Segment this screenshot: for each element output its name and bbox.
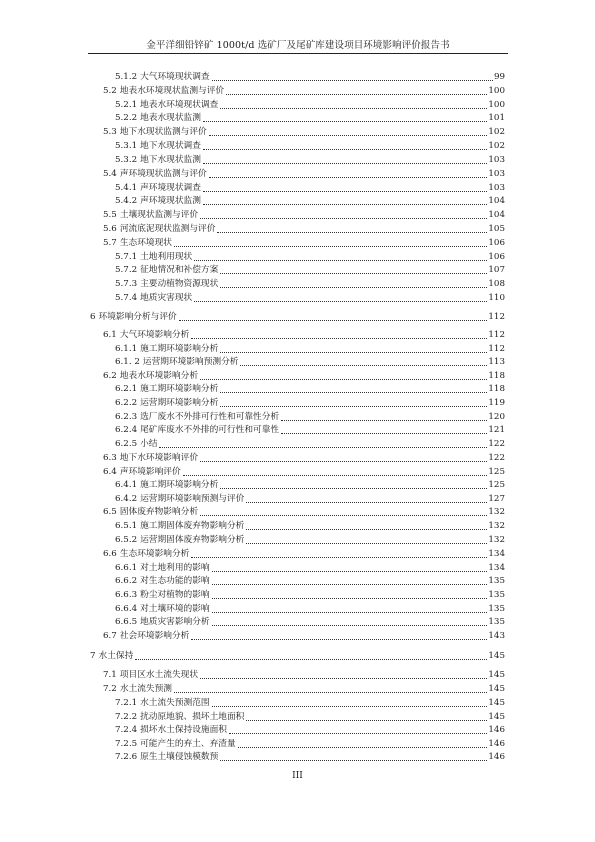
toc-number: 5.4.2 bbox=[115, 196, 138, 206]
toc-page-number: 134 bbox=[488, 549, 505, 559]
toc-entry[interactable] bbox=[103, 549, 505, 560]
dot-leader bbox=[220, 406, 487, 407]
toc-entry[interactable] bbox=[115, 384, 505, 395]
toc-page-number: 119 bbox=[488, 398, 505, 408]
toc-title: 地表水现状监测 bbox=[140, 113, 201, 123]
toc-title: 声环境现状监测与评价 bbox=[119, 169, 207, 179]
toc-title: 项目区水土流失现状 bbox=[119, 670, 199, 680]
toc-number: 7.2.2 bbox=[115, 712, 138, 722]
toc-number: 6.5.2 bbox=[115, 535, 138, 545]
toc-page-number: 100 bbox=[488, 100, 505, 110]
toc-title: 生态环境影响分析 bbox=[119, 549, 190, 559]
dot-leader bbox=[191, 338, 487, 339]
toc-page-number: 102 bbox=[488, 141, 505, 151]
toc-number: 6.2.5 bbox=[115, 439, 138, 449]
toc-title: 水土流失预测范围 bbox=[140, 698, 210, 708]
toc-entry[interactable] bbox=[115, 590, 505, 601]
toc-title: 施工期环境影响分析 bbox=[140, 344, 219, 354]
toc-title: 对生态功能的影响 bbox=[140, 576, 210, 586]
toc-title: 运营期固体废弃物影响分析 bbox=[140, 535, 245, 545]
toc-entry[interactable] bbox=[115, 252, 505, 263]
toc-page-number: 120 bbox=[488, 412, 505, 422]
toc-entry[interactable] bbox=[115, 412, 505, 423]
toc-page-number: 105 bbox=[488, 224, 505, 234]
toc-entry[interactable] bbox=[103, 467, 505, 478]
toc-page-number: 108 bbox=[488, 279, 505, 289]
dot-leader bbox=[135, 659, 487, 660]
dot-leader bbox=[209, 177, 488, 178]
toc-number: 6.2.3 bbox=[115, 412, 138, 422]
toc-title: 地下水现状调查 bbox=[140, 141, 201, 151]
toc-entry[interactable] bbox=[115, 72, 505, 83]
toc-page-number: 103 bbox=[488, 183, 505, 193]
toc-title: 施工期固体废弃物影响分析 bbox=[140, 521, 245, 531]
toc-number: 6.7 bbox=[103, 631, 117, 641]
dot-leader bbox=[281, 420, 487, 421]
dot-leader bbox=[200, 379, 487, 380]
toc-entry[interactable] bbox=[115, 141, 505, 152]
toc-title: 声环境影响评价 bbox=[119, 467, 181, 477]
toc-entry[interactable] bbox=[103, 371, 505, 382]
toc-entry[interactable] bbox=[115, 398, 505, 409]
toc-entry[interactable] bbox=[115, 279, 505, 290]
toc-entry[interactable] bbox=[115, 752, 505, 763]
toc-entry[interactable] bbox=[103, 670, 505, 681]
toc-number: 6.1. 2 bbox=[115, 357, 140, 367]
toc-entry[interactable] bbox=[115, 725, 505, 736]
dot-leader bbox=[174, 692, 487, 693]
dot-leader bbox=[200, 515, 487, 516]
toc-page-number: 104 bbox=[488, 196, 505, 206]
toc-page-number: 100 bbox=[488, 86, 505, 96]
toc-number: 6.5.1 bbox=[115, 521, 138, 531]
toc-entry[interactable] bbox=[115, 183, 505, 194]
toc-page-number: 106 bbox=[488, 252, 505, 262]
toc-title: 扰动原地貌、损坏土地面积 bbox=[140, 712, 245, 722]
toc-page-number: 145 bbox=[488, 670, 505, 680]
toc-number: 6.2.4 bbox=[115, 425, 138, 435]
toc-entry[interactable] bbox=[115, 698, 505, 709]
toc-number: 6.6.3 bbox=[115, 590, 138, 600]
toc-number: 5.3.2 bbox=[115, 155, 138, 165]
toc-number: 5.6 bbox=[103, 224, 117, 234]
toc-number: 6.4.2 bbox=[115, 494, 138, 504]
toc-entry[interactable] bbox=[115, 439, 505, 450]
dot-leader bbox=[159, 447, 487, 448]
toc-entry[interactable] bbox=[115, 617, 505, 628]
dot-leader bbox=[226, 94, 487, 95]
dot-leader bbox=[203, 163, 487, 164]
toc-number: 7.1 bbox=[103, 670, 117, 680]
dot-leader bbox=[220, 488, 487, 489]
toc-title: 声环境现状监测 bbox=[140, 196, 201, 206]
toc-page-number: 101 bbox=[488, 113, 505, 123]
dot-leader bbox=[220, 352, 487, 353]
dot-leader bbox=[220, 108, 487, 109]
toc-title: 原生土壤侵蚀模数预 bbox=[140, 752, 219, 762]
toc-number: 6.3 bbox=[103, 453, 117, 463]
toc-page-number: 103 bbox=[488, 169, 505, 179]
toc-entry[interactable] bbox=[115, 344, 505, 355]
toc-number: 6.6.4 bbox=[115, 604, 138, 614]
dot-leader bbox=[212, 584, 488, 585]
toc-number: 5.2.2 bbox=[115, 113, 138, 123]
dot-leader bbox=[238, 747, 488, 748]
dot-leader bbox=[194, 260, 487, 261]
dot-leader bbox=[183, 475, 488, 476]
toc-page-number: 127 bbox=[488, 494, 505, 504]
toc-number: 6.6.5 bbox=[115, 617, 138, 627]
toc-entry[interactable] bbox=[90, 651, 505, 662]
toc-page-number: 112 bbox=[488, 344, 505, 354]
toc-number: 5.7.1 bbox=[115, 252, 138, 262]
toc-title: 施工期环境影响分析 bbox=[140, 384, 219, 394]
dot-leader bbox=[179, 320, 488, 321]
toc-page-number: 106 bbox=[488, 238, 505, 248]
toc-entry[interactable] bbox=[103, 507, 505, 518]
toc-entry[interactable] bbox=[103, 224, 505, 235]
toc-number: 7.2.1 bbox=[115, 698, 138, 708]
toc-entry[interactable] bbox=[103, 684, 505, 695]
toc-entry[interactable] bbox=[115, 480, 505, 491]
toc-entry[interactable] bbox=[115, 155, 505, 166]
toc-page-number: 118 bbox=[488, 384, 505, 394]
toc-entry[interactable] bbox=[115, 494, 505, 505]
toc-entry[interactable] bbox=[115, 196, 505, 207]
dot-leader bbox=[200, 461, 487, 462]
toc-number: 6 bbox=[90, 312, 96, 322]
toc-entry[interactable] bbox=[103, 210, 505, 221]
toc-page-number: 104 bbox=[488, 210, 505, 220]
toc-page-number: 125 bbox=[488, 480, 505, 490]
dot-leader bbox=[229, 733, 487, 734]
toc-page-number: 99 bbox=[493, 72, 505, 82]
dot-leader bbox=[203, 191, 487, 192]
toc-entry[interactable] bbox=[115, 293, 505, 304]
toc-page-number: 132 bbox=[488, 535, 505, 545]
toc-page-number: 135 bbox=[488, 617, 505, 627]
toc-number: 6.6 bbox=[103, 549, 117, 559]
toc-number: 6.5 bbox=[103, 507, 117, 517]
toc-page-number: 135 bbox=[488, 604, 505, 614]
toc-page-number: 132 bbox=[488, 521, 505, 531]
toc-number: 6.6.1 bbox=[115, 563, 138, 573]
toc-page-number: 125 bbox=[488, 467, 505, 477]
toc-number: 6.6.2 bbox=[115, 576, 138, 586]
toc-number: 5.3 bbox=[103, 127, 117, 137]
toc-title: 地质灾害影响分析 bbox=[140, 617, 210, 627]
toc-title: 河流底泥现状监测与评价 bbox=[119, 224, 216, 234]
dot-leader bbox=[220, 760, 487, 761]
toc-title: 地下水现状监测 bbox=[140, 155, 201, 165]
dot-leader bbox=[203, 121, 487, 122]
toc-title: 施工期环境影响分析 bbox=[140, 480, 219, 490]
dot-leader bbox=[174, 246, 487, 247]
toc-title: 对土地利用的影响 bbox=[140, 563, 210, 573]
toc-title: 大气环境现状调查 bbox=[140, 72, 210, 82]
dot-leader bbox=[281, 433, 487, 434]
dot-leader bbox=[212, 625, 488, 626]
toc-page-number: 145 bbox=[488, 712, 505, 722]
toc-entry[interactable] bbox=[115, 425, 505, 436]
toc-entry[interactable] bbox=[103, 238, 505, 249]
toc-page-number: 134 bbox=[488, 563, 505, 573]
running-header: 金平洋细铅锌矿 1000t/d 选矿厂及尾矿库建设项目环境影响评价报告书 bbox=[88, 39, 508, 54]
dot-leader bbox=[240, 365, 487, 366]
dot-leader bbox=[200, 678, 487, 679]
toc-page-number: 135 bbox=[488, 590, 505, 600]
toc-entry[interactable] bbox=[103, 86, 505, 97]
toc-entry[interactable] bbox=[115, 576, 505, 587]
toc-title: 损坏水土保持设施面积 bbox=[140, 725, 227, 735]
toc-title: 运营期环境影响预测与评价 bbox=[140, 494, 245, 504]
dot-leader bbox=[212, 571, 488, 572]
toc-title: 土地利用现状 bbox=[140, 252, 193, 262]
toc-title: 选厂废水不外排可行性和可靠性分析 bbox=[140, 412, 280, 422]
toc-page-number: 103 bbox=[488, 155, 505, 165]
toc-title: 运营期环境影响分析 bbox=[140, 398, 219, 408]
dot-leader bbox=[209, 135, 488, 136]
toc-page-number: 113 bbox=[488, 357, 505, 367]
toc-page-number: 112 bbox=[488, 312, 505, 322]
toc-title: 粉尘对植物的影响 bbox=[140, 590, 210, 600]
toc-title: 水土保持 bbox=[98, 651, 134, 661]
toc-number: 5.3.1 bbox=[115, 141, 138, 151]
toc-page-number: 145 bbox=[488, 684, 505, 694]
toc-title: 地下水环境影响评价 bbox=[119, 453, 199, 463]
toc-title: 地表水环境现状调查 bbox=[140, 100, 219, 110]
toc-page-number: 143 bbox=[488, 631, 505, 641]
toc-number: 6.1.1 bbox=[115, 344, 138, 354]
toc-entry[interactable] bbox=[115, 100, 505, 111]
toc-number: 6.2.1 bbox=[115, 384, 138, 394]
toc-page-number: 112 bbox=[488, 330, 505, 340]
toc-number: 5.4.1 bbox=[115, 183, 138, 193]
toc-entry[interactable] bbox=[103, 127, 505, 138]
dot-leader bbox=[217, 232, 487, 233]
toc-number: 6.4 bbox=[103, 467, 117, 477]
toc-title: 声环境现状调查 bbox=[140, 183, 201, 193]
dot-leader bbox=[246, 529, 487, 530]
toc-entry[interactable] bbox=[103, 631, 505, 642]
dot-leader bbox=[246, 543, 487, 544]
toc-entry[interactable] bbox=[115, 535, 505, 546]
toc-page-number: 146 bbox=[488, 725, 505, 735]
dot-leader bbox=[191, 639, 487, 640]
toc-page-number: 118 bbox=[488, 371, 505, 381]
toc-entry[interactable] bbox=[115, 604, 505, 615]
toc-entry[interactable] bbox=[115, 739, 505, 750]
toc-entry[interactable] bbox=[90, 312, 505, 323]
toc-number: 5.2.1 bbox=[115, 100, 138, 110]
dot-leader bbox=[212, 80, 493, 81]
toc-number: 5.4 bbox=[103, 169, 117, 179]
dot-leader bbox=[191, 557, 487, 558]
toc-title: 大气环境影响分析 bbox=[119, 330, 190, 340]
dot-leader bbox=[220, 273, 487, 274]
dot-leader bbox=[194, 301, 487, 302]
toc-title: 地表水环境影响分析 bbox=[119, 371, 199, 381]
toc-entry[interactable] bbox=[115, 265, 505, 276]
dot-leader bbox=[203, 149, 487, 150]
toc-title: 环境影响分析与评价 bbox=[98, 312, 177, 322]
toc-title: 可能产生的弃土、弃渣量 bbox=[140, 739, 236, 749]
toc-title: 生态环境现状 bbox=[119, 238, 172, 248]
toc-page-number: 110 bbox=[488, 293, 505, 303]
toc-page-number: 122 bbox=[488, 453, 505, 463]
toc-number: 5.2 bbox=[103, 86, 117, 96]
toc-number: 7 bbox=[90, 651, 96, 661]
dot-leader bbox=[246, 720, 487, 721]
toc-page-number: 145 bbox=[488, 651, 505, 661]
page-number: III bbox=[292, 771, 303, 781]
toc-title: 对土壤环境的影响 bbox=[140, 604, 210, 614]
toc-entry[interactable] bbox=[103, 330, 505, 341]
toc-page-number: 146 bbox=[488, 739, 505, 749]
toc-entry[interactable] bbox=[115, 521, 505, 532]
toc-title: 地表水环境现状监测与评价 bbox=[119, 86, 225, 96]
dot-leader bbox=[212, 612, 488, 613]
toc-title: 运营期环境影响预测分析 bbox=[142, 357, 239, 367]
dot-leader bbox=[246, 502, 487, 503]
toc-number: 6.1 bbox=[103, 330, 117, 340]
toc-number: 5.7 bbox=[103, 238, 117, 248]
toc-page-number: 121 bbox=[488, 425, 505, 435]
toc-number: 6.2.2 bbox=[115, 398, 138, 408]
toc-number: 7.2.5 bbox=[115, 739, 138, 749]
toc-title: 水土流失预测 bbox=[119, 684, 172, 694]
toc-number: 6.2 bbox=[103, 371, 117, 381]
toc-page-number: 145 bbox=[488, 698, 505, 708]
toc-entry[interactable] bbox=[103, 169, 505, 180]
toc-page-number: 102 bbox=[488, 127, 505, 137]
dot-leader bbox=[212, 598, 488, 599]
toc-title: 尾矿库废水不外排的可行性和可靠性 bbox=[140, 425, 280, 435]
toc-number: 7.2.6 bbox=[115, 752, 138, 762]
toc-number: 7.2.4 bbox=[115, 725, 138, 735]
toc-title: 固体废弃物影响分析 bbox=[119, 507, 199, 517]
toc-page-number: 146 bbox=[488, 752, 505, 762]
toc-entry[interactable] bbox=[103, 453, 505, 464]
toc-title: 地质灾害现状 bbox=[140, 293, 193, 303]
toc-entry[interactable] bbox=[115, 712, 505, 723]
toc-title: 地下水现状监测与评价 bbox=[119, 127, 207, 137]
toc-title: 土壤现状监测与评价 bbox=[119, 210, 199, 220]
toc-number: 5.5 bbox=[103, 210, 117, 220]
toc-number: 5.7.2 bbox=[115, 265, 138, 275]
dot-leader bbox=[212, 706, 488, 707]
toc-number: 5.7.3 bbox=[115, 279, 138, 289]
toc-number: 5.1.2 bbox=[115, 72, 138, 82]
toc-title: 主要动植物资源现状 bbox=[140, 279, 219, 289]
toc-entry[interactable] bbox=[115, 357, 505, 368]
toc-title: 小结 bbox=[140, 439, 158, 449]
toc-entry[interactable] bbox=[115, 563, 505, 574]
dot-leader bbox=[203, 204, 487, 205]
toc-entry[interactable] bbox=[115, 113, 505, 124]
dot-leader bbox=[220, 392, 487, 393]
toc-page-number: 107 bbox=[488, 265, 505, 275]
toc-page-number: 132 bbox=[488, 507, 505, 517]
toc-number: 6.4.1 bbox=[115, 480, 138, 490]
dot-leader bbox=[200, 218, 487, 219]
toc-number: 5.7.4 bbox=[115, 293, 138, 303]
toc-number: 7.2 bbox=[103, 684, 117, 694]
toc-title: 社会环境影响分析 bbox=[119, 631, 190, 641]
dot-leader bbox=[220, 287, 487, 288]
toc-page-number: 135 bbox=[488, 576, 505, 586]
toc-title: 征地情况和补偿方案 bbox=[140, 265, 219, 275]
toc-page-number: 122 bbox=[488, 439, 505, 449]
